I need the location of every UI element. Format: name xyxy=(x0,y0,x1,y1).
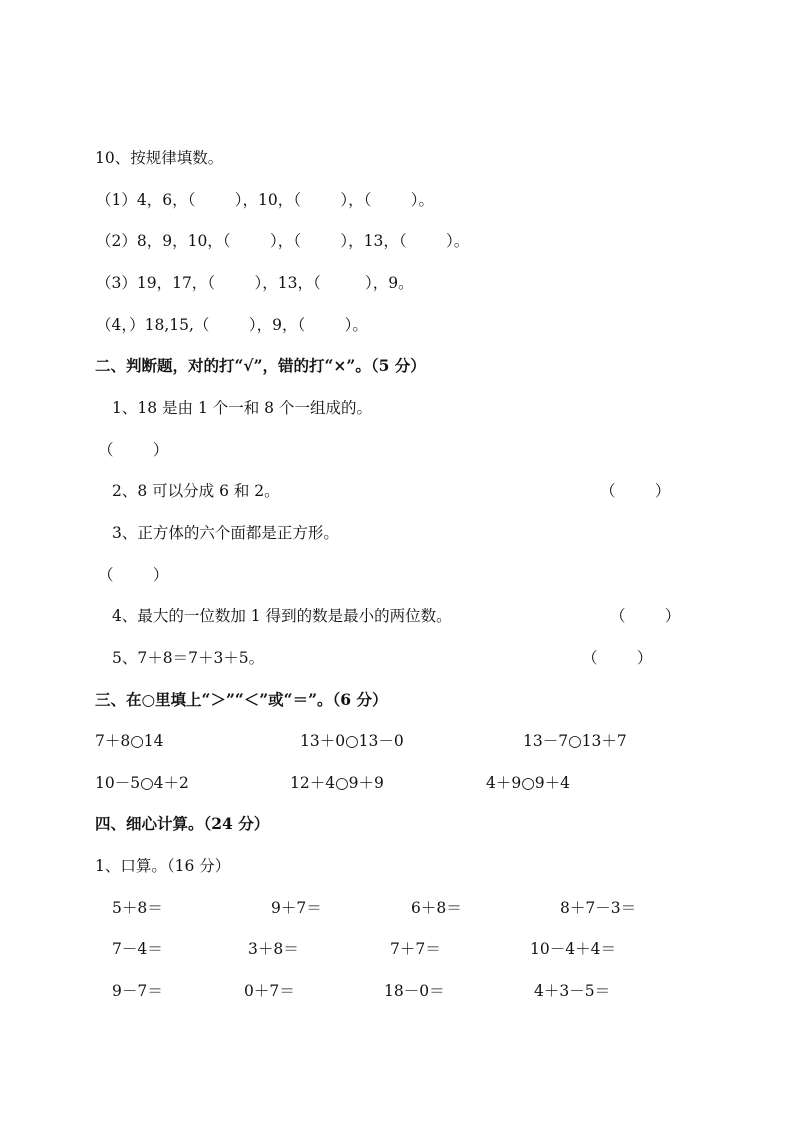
compare-r1-c3: 13－7○13＋7 xyxy=(523,732,627,750)
section2-heading: 二、判断题，对的打“√”，错的打“×”。（5 分） xyxy=(95,356,426,375)
judge-item-1-text: 1、18 是由 1 个一和 8 个一组成的。 xyxy=(112,399,372,417)
compare-r2-c2: 12＋4○9＋9 xyxy=(290,774,384,792)
q10-item-2: （2）8，9，10，（ ），（ ），13，（ ）。 xyxy=(96,232,470,250)
q10-title: 10、按规律填数。 xyxy=(95,149,224,167)
calc-r1-c3: 6＋8＝ xyxy=(411,899,462,917)
calc-r3-c1: 9－7＝ xyxy=(112,982,163,1000)
calc-r3-c2: 0＋7＝ xyxy=(244,982,295,1000)
q10-item-4: （4，）18,15,（ ），9，（ ）。 xyxy=(96,316,368,334)
judge-item-5-text: 5、7＋8＝7＋3＋5。 xyxy=(112,649,265,667)
judge-item-4-bracket: （ ） xyxy=(610,607,681,625)
section3-heading: 三、在○里填上“＞”“＜”或“＝”。（6 分） xyxy=(95,690,388,709)
judge-item-4-text: 4、最大的一位数加 1 得到的数是最小的两位数。 xyxy=(112,607,452,625)
calc-r2-c1: 7－4＝ xyxy=(112,940,163,958)
calc-r3-c3: 18－0＝ xyxy=(384,982,445,1000)
calc-r1-c2: 9＋7＝ xyxy=(271,899,322,917)
judge-item-5-bracket: （ ） xyxy=(582,649,653,667)
judge-item-3-bracket: （ ） xyxy=(98,566,169,584)
oral-calc-title: 1、口算。（16 分） xyxy=(95,857,231,875)
q10-item-3: （3）19，17，（ ），13，（ ），9。 xyxy=(96,274,414,292)
judge-item-3-text: 3、正方体的六个面都是正方形。 xyxy=(112,524,339,542)
judge-item-2-text: 2、8 可以分成 6 和 2。 xyxy=(112,482,280,500)
compare-r1-c1: 7＋8○14 xyxy=(95,732,164,750)
calc-r2-c3: 7＋7＝ xyxy=(390,940,441,958)
q10-item-1: （1）4，6，（ ），10，（ ），（ ）。 xyxy=(96,191,435,209)
calc-r3-c4: 4＋3－5＝ xyxy=(534,982,611,1000)
calc-r2-c4: 10－4＋4＝ xyxy=(530,940,616,958)
judge-item-1-bracket: （ ） xyxy=(98,441,169,459)
calc-r1-c4: 8＋7－3＝ xyxy=(560,899,637,917)
compare-r2-c1: 10－5○4＋2 xyxy=(95,774,189,792)
compare-r1-c2: 13＋0○13－0 xyxy=(300,732,404,750)
calc-r1-c1: 5＋8＝ xyxy=(112,899,163,917)
calc-r2-c2: 3＋8＝ xyxy=(248,940,299,958)
compare-r2-c3: 4＋9○9＋4 xyxy=(486,774,570,792)
section4-heading: 四、细心计算。（24 分） xyxy=(95,814,270,833)
judge-item-2-bracket: （ ） xyxy=(600,482,671,500)
